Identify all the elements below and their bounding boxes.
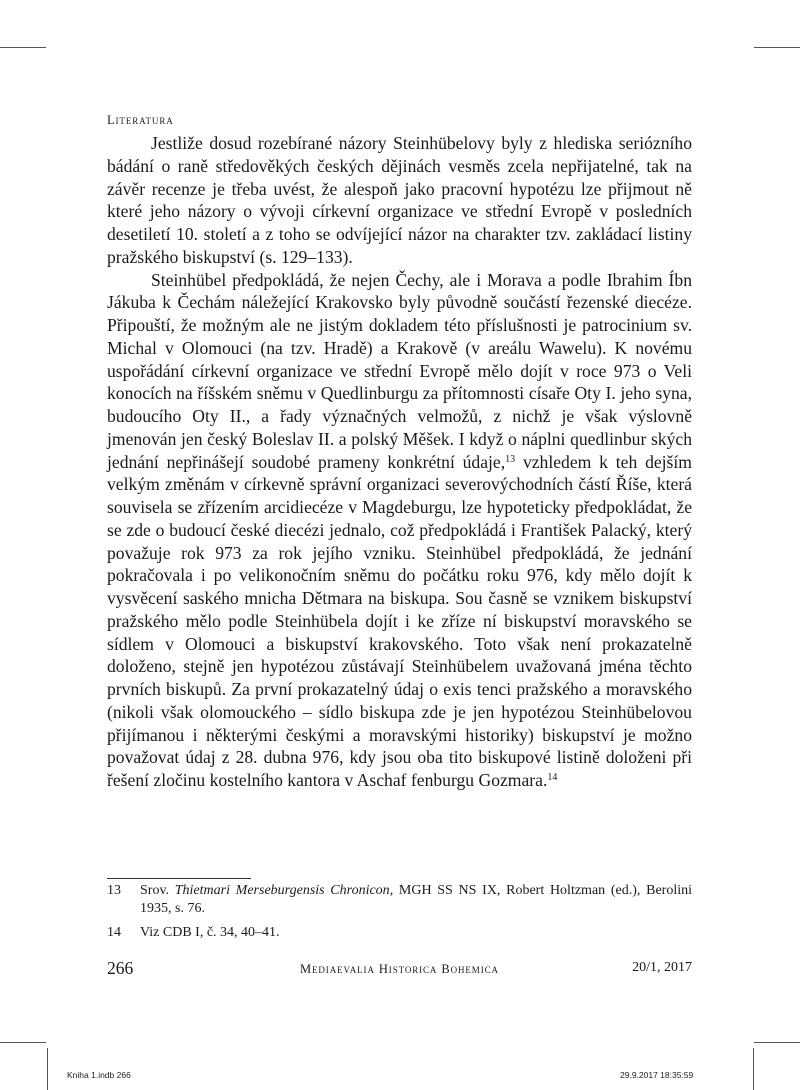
line: jmenován jen český Boleslav II. a polský Měšek. I když o náplni quedlinbur [107,428,647,449]
line: předpokládá, že jednání pokračovala i po velikonočním sněmu do počátku [107,542,692,586]
footnote-14 [107,924,692,942]
line: však není prokazatelně doloženo, stejně jen hypotézou zůstávají Steinhübelem [107,633,692,677]
line: Jestliže dosud rozebírané názory Steinhübelovy byly z hlediska seriózního [151,133,692,153]
footnotes [107,882,692,948]
footnote-ref-13[interactable]: 13 [505,453,516,465]
line: tenci pražského a moravského (nikoli však olomouckého – sídlo biskupa zde je [107,679,692,722]
line: fenburgu Gozmara. [410,770,548,790]
line: desetiletí 10. století a z toho se odvíjející názor na charakter tzv. zakládací listiny [107,224,692,244]
line: konocích na říšském sněmu v Quedlinburgu za přítomnosti císaře Oty I. jeho [107,383,656,404]
line: uspořádání církevní organizace ve střední Evropě mělo dojít v roce 973 o Veli [107,360,692,381]
crop-mark-bottom-left-vertical [47,1048,48,1090]
line: Připouští, že možným ale ne jistým dokladem této příslušnosti je patrocinium [107,315,674,335]
line: jen hypotézou Steinhübelovou přijímanou i některými českými a moravskými [107,701,692,745]
footnote-prefix: Srov. [140,883,175,898]
issue-info: 20/1, 2017 [632,960,692,975]
footnote-ref-14[interactable]: 14 [547,772,558,783]
print-slug-file: Kniha 1.indb 266 [67,1070,131,1080]
crop-mark-bottom-left [0,1042,46,1043]
footnote-text [140,882,692,918]
line: ní biskupství moravského se sídlem v Olomouci a biskupství krakovského. Toto [107,610,692,654]
crop-mark-bottom-right-vertical [753,1048,754,1090]
running-head: Literatura [107,113,174,127]
crop-mark-top-right [754,47,800,48]
footnote-separator [107,878,251,879]
body-text [107,132,692,792]
footnote-number: 14 [107,925,121,940]
paragraph-2 [107,269,692,792]
line: které jeho názory o vývoji církevní organizace ve střední Evropě v posledních [107,201,692,222]
footnote-number: 13 [107,883,121,898]
footnote-text: Viz CDB I, č. 34, 40–41. [140,925,280,940]
line: dejším velkým změnám v církevně správní organizaci severovýchodních částí [107,451,692,495]
footnote-title: Thietmari Merseburgensis Chronicon [174,883,390,898]
crop-mark-top-left [0,47,46,48]
line: uvažovaná jména těchto prvních biskupů. Za první prokazatelný údaj o exis [107,656,692,699]
line: Steinhübel předpokládá, že nejen Čechy, ale i Morava a podle Ibrahim Íbn [151,269,692,290]
line: závěr recenze je třeba uvést, že alespoň jako pracovní hypotézu lze přijmout ně [107,178,692,199]
print-slug-datetime: 29.9.2017 18:35:59 [620,1070,694,1080]
footnote-suffix: , MGH SS NS IX, Robert Holtzman (ed.), Berolini 1935, s. 76. [140,883,692,916]
line: roku 976, kdy mělo dojít k vysvěcení saského mnicha Dětmara na biskupa. Sou [107,565,692,608]
line: předpokládat, že se zde o budoucí české diecézi jednalo, což předpokládá [107,497,693,540]
page-number: 266 [107,958,134,978]
paragraph-1 [107,132,692,269]
line: vzhledem k teh [515,451,638,472]
line: Říše, která souvisela se zřízením arcidiecéze v Magdeburgu, lze hypoteticky [107,474,692,517]
line: časně se vznikem biskupství pražského mělo podle Steinhübela dojít i ke zříze [107,588,692,631]
line: historiky) biskupství je možno považovat údaj z 28. dubna 976, kdy jsou oba [107,724,692,768]
line: tito biskupové listině doloženi při řešení zločinu kostelního kantora v Aschaf [107,747,692,790]
line: ských jednání nepřinášejí soudobé prameny konkrétní údaje, [107,428,692,472]
line: syna, budoucího Oty II., a řady význačných velmožů, z nichž je však výslovně [107,383,692,426]
line: Jákuba k Čechám náležející Krakovsko byly původně součástí řezenské diecéze. [107,292,692,313]
line: pražského biskupství (s. 129–133). [107,246,353,267]
footnote-13 [107,882,692,918]
line: bádání o raně středověkých českých dějinách vesměs zcela nepřijatelné, tak na [107,155,692,176]
line: i František Palacký, který považuje rok 973 za rok jejího vzniku. Steinhübel [107,519,692,563]
line: sv. Michal v Olomouci (na tzv. Hradě) a Krakově (v areálu Wawelu). K novému [107,315,692,358]
crop-mark-bottom-right [754,1042,800,1043]
journal-title: Mediaevalia Historica Bohemica [300,962,499,976]
